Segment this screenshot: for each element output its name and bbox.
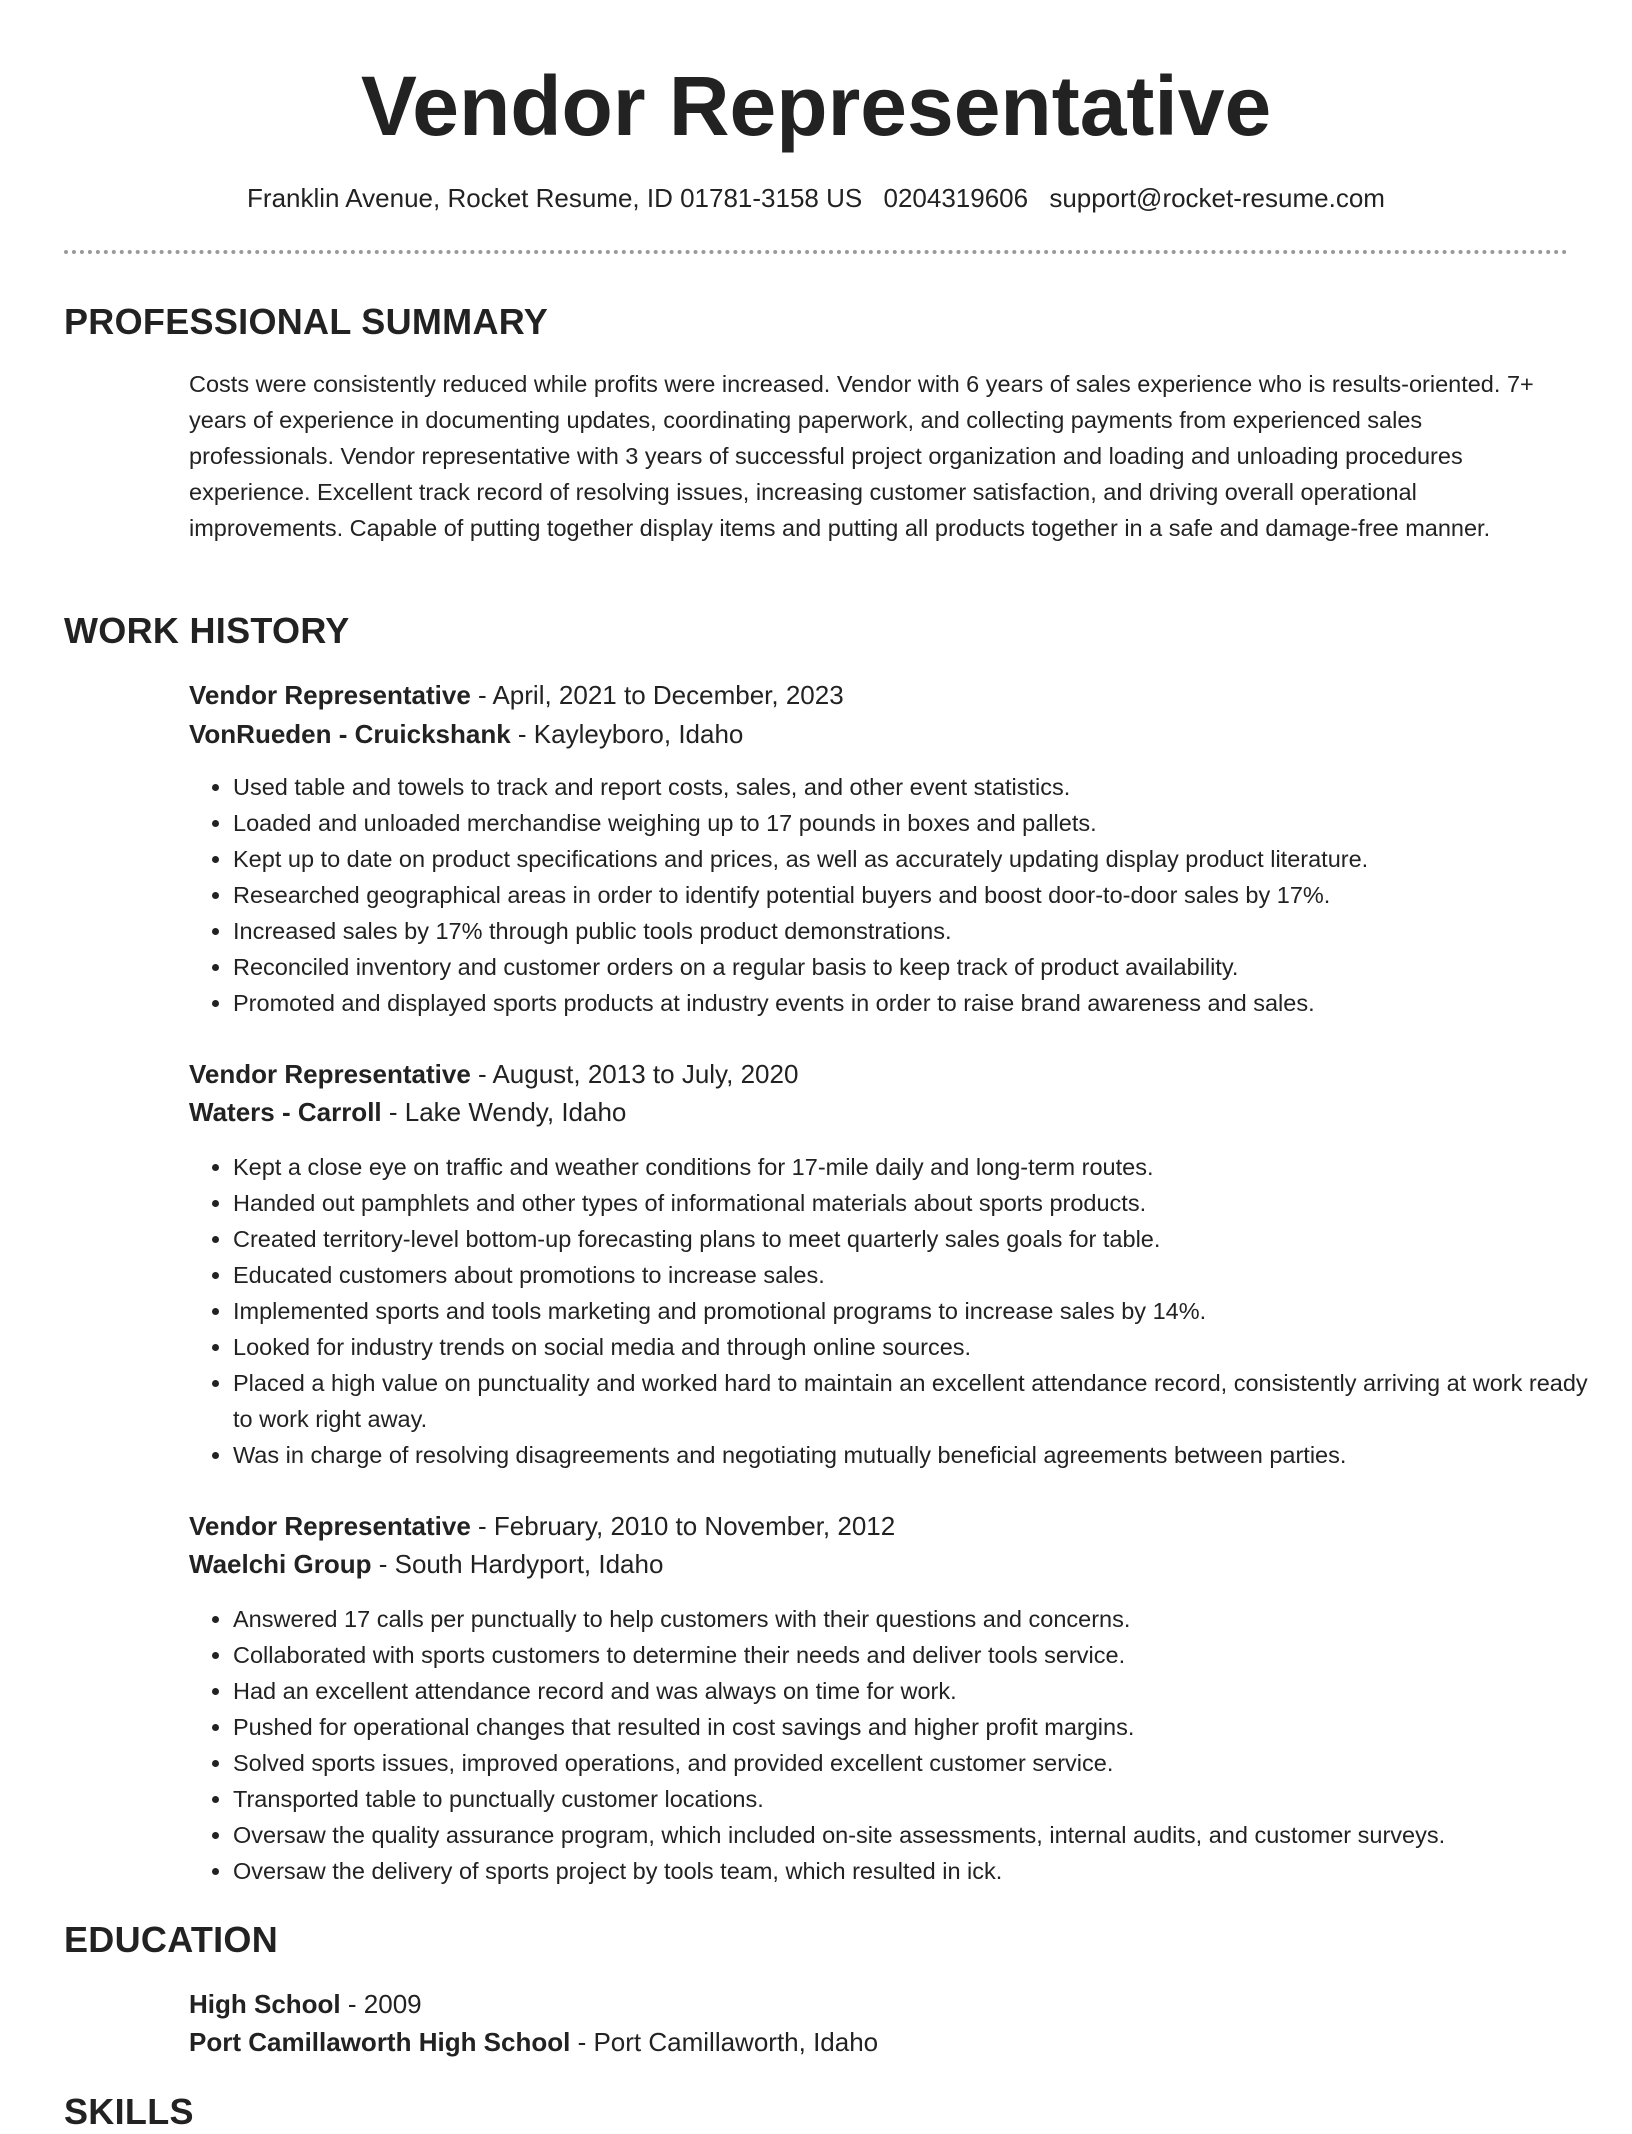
list-item: • Answered 17 calls per punctually to help customers with their questions and concerns. xyxy=(233,1601,1603,1637)
list-item: • Collaborated with sports customers to determine their needs and deliver tools service. xyxy=(233,1637,1603,1673)
list-item: • Solved sports issues, improved operations, and provided excellent customer service. xyxy=(233,1745,1603,1781)
job-company-line xyxy=(189,1546,663,1582)
job-bullet-list xyxy=(189,1149,1603,1473)
job-role: Vendor Representative xyxy=(189,1511,471,1541)
job-role: Vendor Representative xyxy=(189,680,471,710)
list-item: • Reconciled inventory and customer orders on a regular basis to keep track of product availability. xyxy=(233,949,1603,985)
list-item: • Loaded and unloaded merchandise weighing up to 17 pounds in boxes and pallets. xyxy=(233,805,1603,841)
education-school: Port Camillaworth High School xyxy=(189,2027,571,2057)
list-item: • Oversaw the quality assurance program, which included on-site assessments, internal audits, and customer surveys. xyxy=(233,1817,1603,1853)
section-title-skills: SKILLS xyxy=(64,2091,194,2132)
job-location: - South Hardyport, Idaho xyxy=(371,1549,664,1579)
job-company-line xyxy=(189,716,743,752)
list-item: • Kept a close eye on traffic and weather conditions for 17-mile daily and long-term routes. xyxy=(233,1149,1603,1185)
list-item: • Created territory-level bottom-up forecasting plans to meet quarterly sales goals for table. xyxy=(233,1221,1603,1257)
job-title-line xyxy=(189,1508,895,1544)
list-item: • Transported table to punctually customer locations. xyxy=(233,1781,1603,1817)
section-title-work-history: WORK HISTORY xyxy=(64,610,350,651)
list-item: • Promoted and displayed sports products at industry events in order to raise brand awareness and sales. xyxy=(233,985,1603,1021)
education-location: - Port Camillaworth, Idaho xyxy=(570,2027,879,2057)
contact-email: support@rocket-resume.com xyxy=(1049,183,1385,213)
list-item: • Was in charge of resolving disagreements and negotiating mutually beneficial agreements between parties. xyxy=(233,1437,1603,1473)
list-item: • Used table and towels to track and report costs, sales, and other event statistics. xyxy=(233,769,1603,805)
list-item: • Pushed for operational changes that resulted in cost savings and higher profit margins. xyxy=(233,1709,1603,1745)
candidate-name: Vendor Representative xyxy=(360,59,1272,153)
job-bullet-list xyxy=(189,769,1603,1021)
job-dates: - April, 2021 to December, 2023 xyxy=(470,680,844,710)
summary-text: Costs were consistently reduced while profits were increased. Vendor with 6 years of sales experience who is results-oriented. 7+ years of experience in documenting updates, coordinating paperwork, and collecting payments from experienced sales professionals. Vendor representative with 3 years of successful project organization and loading and unloading procedures experience. Excellent track record of resolving issues, increasing customer satisfaction, and driving overall operational improvements. Capable of putting together display items and putting all products together in a safe and damage-free manner. xyxy=(189,371,1534,541)
contact-phone: 0204319606 xyxy=(883,183,1029,213)
list-item: • Placed a high value on punctuality and worked hard to maintain an excellent attendance record, consistently arriving at work ready to work right away. xyxy=(233,1365,1603,1437)
job-bullet-list xyxy=(189,1601,1603,1889)
job-company: Waters - Carroll xyxy=(189,1097,382,1127)
job-company: Waelchi Group xyxy=(189,1549,372,1579)
job-dates: - February, 2010 to November, 2012 xyxy=(470,1511,896,1541)
list-item: • Implemented sports and tools marketing and promotional programs to increase sales by 14%. xyxy=(233,1293,1603,1329)
job-title-line xyxy=(189,677,844,713)
education-year: - 2009 xyxy=(340,1989,422,2019)
job-location: - Kayleyboro, Idaho xyxy=(510,719,744,749)
contact-line xyxy=(0,180,1632,216)
job-company: VonRueden - Cruickshank xyxy=(189,719,511,749)
job-dates: - August, 2013 to July, 2020 xyxy=(470,1059,799,1089)
education-degree: High School xyxy=(189,1989,341,2019)
header-divider xyxy=(64,250,1568,254)
job-location: - Lake Wendy, Idaho xyxy=(381,1097,627,1127)
education-degree-line xyxy=(189,1986,422,2022)
contact-address: Franklin Avenue, Rocket Resume, ID 01781-3158 US xyxy=(247,183,863,213)
list-item: • Had an excellent attendance record and was always on time for work. xyxy=(233,1673,1603,1709)
list-item: • Educated customers about promotions to increase sales. xyxy=(233,1257,1603,1293)
job-company-line xyxy=(189,1094,626,1130)
job-role: Vendor Representative xyxy=(189,1059,471,1089)
list-item: • Oversaw the delivery of sports project by tools team, which resulted in ick. xyxy=(233,1853,1603,1889)
education-school-line xyxy=(189,2024,878,2060)
job-title-line xyxy=(189,1056,798,1092)
list-item: • Looked for industry trends on social media and through online sources. xyxy=(233,1329,1603,1365)
list-item: • Kept up to date on product specifications and prices, as well as accurately updating display product literature. xyxy=(233,841,1603,877)
list-item: • Researched geographical areas in order to identify potential buyers and boost door-to-door sales by 17%. xyxy=(233,877,1603,913)
list-item: • Handed out pamphlets and other types of informational materials about sports products. xyxy=(233,1185,1603,1221)
section-title-summary: PROFESSIONAL SUMMARY xyxy=(64,301,549,342)
section-title-education: EDUCATION xyxy=(64,1919,279,1960)
list-item: • Increased sales by 17% through public tools product demonstrations. xyxy=(233,913,1603,949)
